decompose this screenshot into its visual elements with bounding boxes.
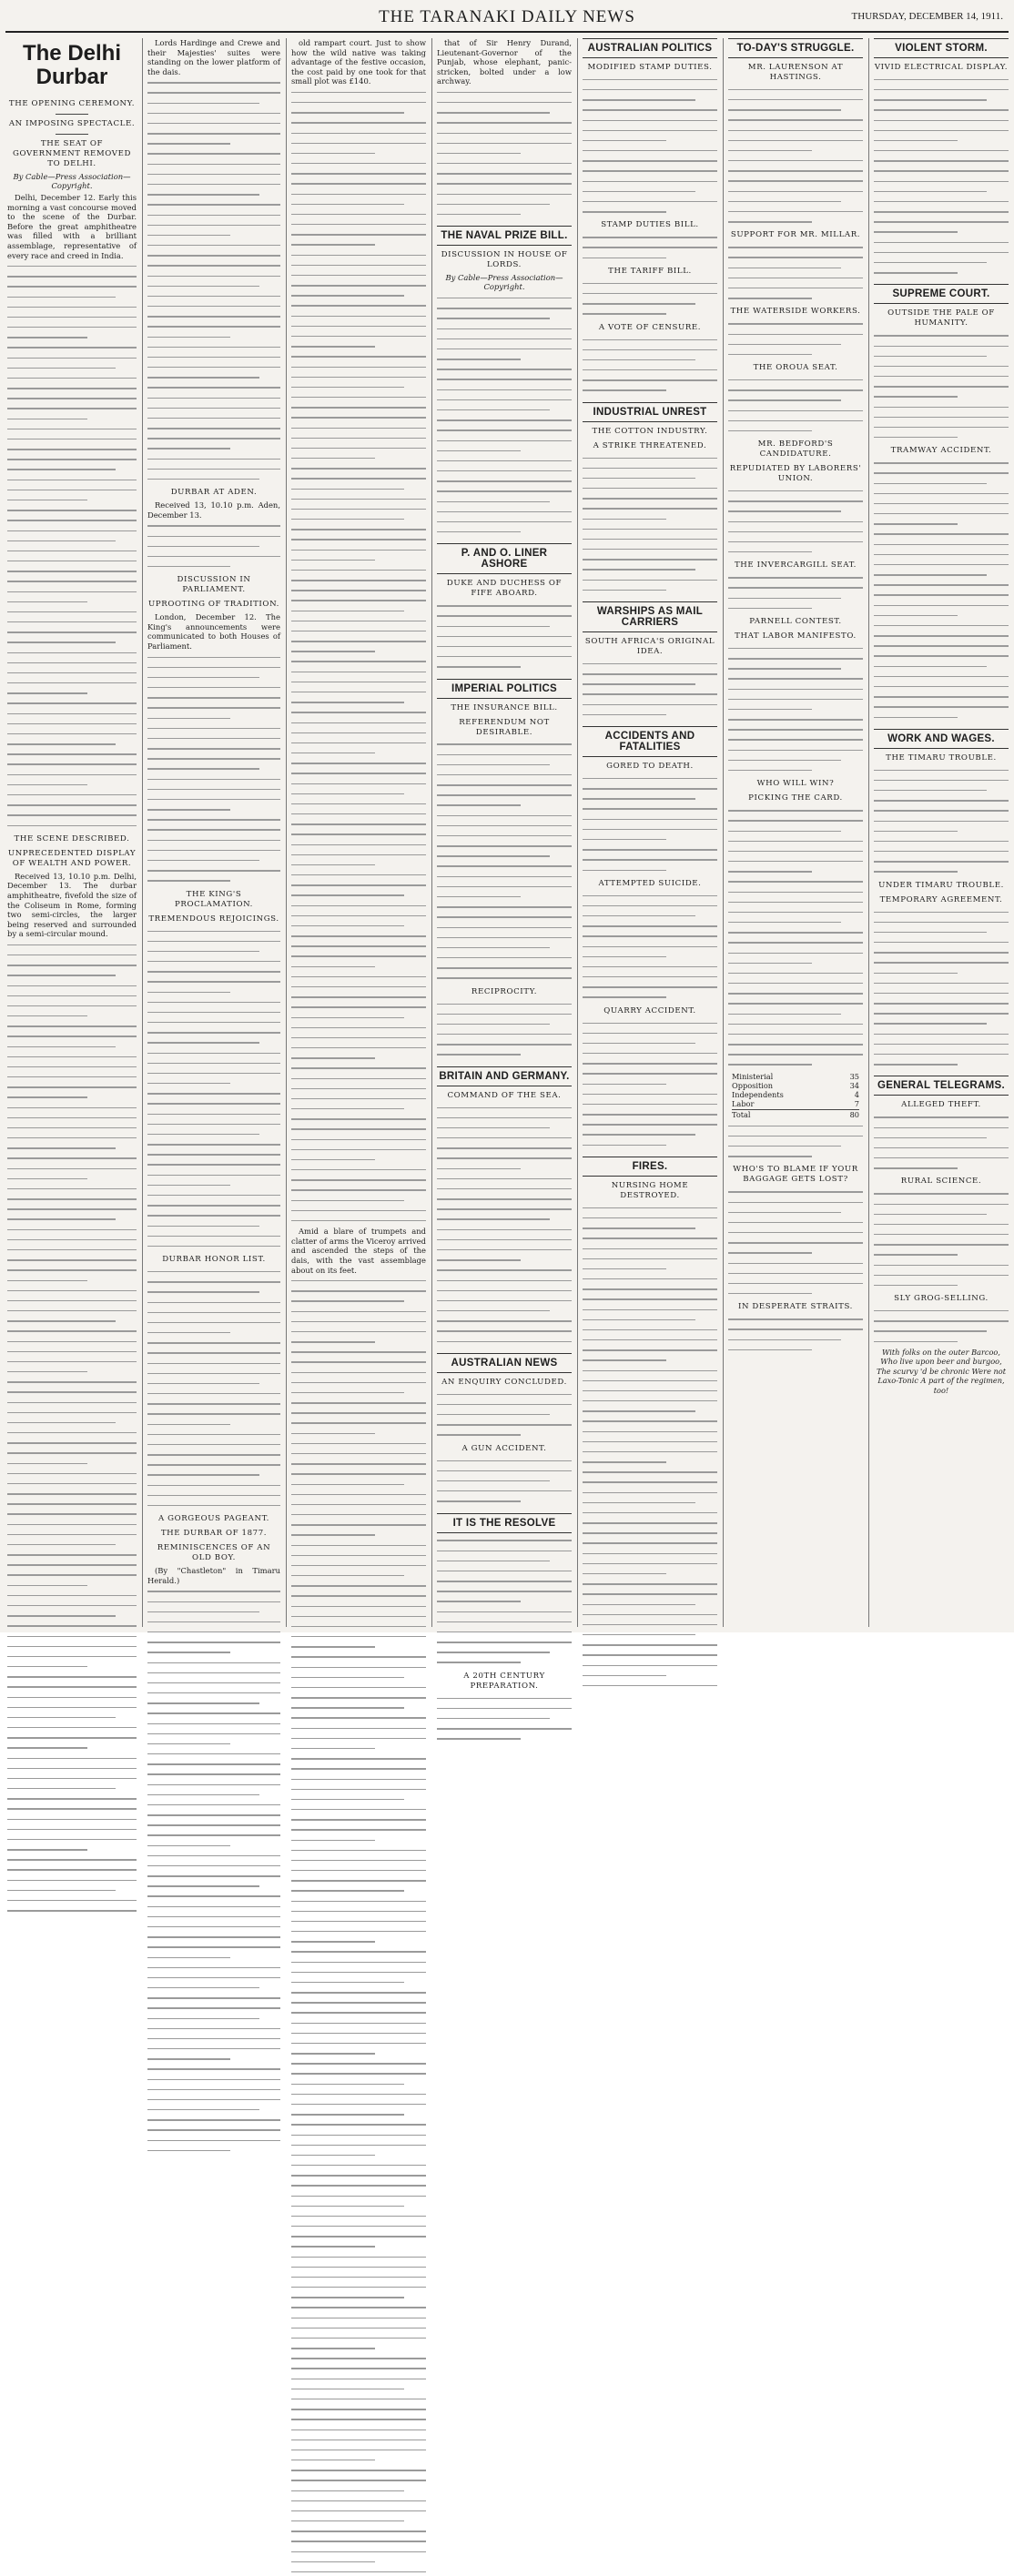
text-lines	[583, 1204, 717, 1690]
text-lines	[437, 294, 572, 536]
text-lines	[728, 573, 863, 612]
subheading: WHO WILL WIN?	[756, 779, 835, 789]
subheading: A 20TH CENTURY PREPARATION.	[463, 1671, 545, 1691]
column-rule	[868, 38, 869, 1627]
subheading: THE KING'S PROCLAMATION.	[175, 889, 253, 909]
subheading: TREMENDOUS REJOICINGS.	[148, 914, 279, 924]
section-headline: SUPREME COURT.	[874, 284, 1009, 304]
subheading: MR. BEDFORD'S CANDIDATURE.	[757, 439, 834, 460]
subheading: QUARRY ACCIDENT.	[603, 1005, 696, 1015]
text-lines	[437, 1000, 572, 1059]
text-lines	[728, 376, 863, 435]
main-headline: The Delhi Durbar	[22, 41, 121, 89]
text-lines	[437, 1694, 572, 1743]
text-lines	[583, 279, 717, 318]
text-lines	[728, 319, 863, 359]
section-headline: INDUSTRIAL UNREST	[583, 402, 717, 422]
text-lines	[437, 601, 572, 671]
text-lines	[728, 243, 863, 302]
subheading: NURSING HOME DESTROYED.	[611, 1180, 689, 1200]
text-lines	[147, 927, 280, 1251]
text-lines	[291, 88, 426, 1225]
article-text: old rampart court. Just to show how the wild native was taking advantage of the festive occasion, the cost paid by one took for that small plot was £140.	[291, 38, 426, 86]
subheading: REFERENDUM NOT DESIRABLE.	[459, 717, 550, 737]
section-headline: IMPERIAL POLITICS	[437, 679, 572, 699]
table-row: Opposition 34	[732, 1080, 859, 1090]
subheading: THE INSURANCE BILL.	[451, 702, 558, 712]
divider	[56, 134, 88, 135]
column-5	[583, 38, 717, 1627]
text-lines	[7, 262, 137, 830]
text-lines	[728, 487, 863, 556]
section-headline: AUSTRALIAN POLITICS	[583, 38, 717, 58]
subheading: DISCUSSION IN PARLIAMENT.	[177, 575, 251, 595]
article-text: Received 13, 10.10 p.m. Aden, December 13.	[147, 500, 280, 520]
subheading: MODIFIED STAMP DUTIES.	[587, 63, 713, 72]
text-lines	[437, 1104, 572, 1346]
text-lines	[147, 1587, 280, 2155]
text-lines	[728, 1187, 863, 1298]
text-lines	[874, 766, 1009, 876]
newspaper-title: THE TARANAKI DAILY NEWS	[379, 7, 635, 26]
subheading: VIVID ELECTRICAL DISPLAY.	[874, 63, 1009, 72]
masthead	[5, 4, 1009, 33]
text-lines	[147, 78, 280, 483]
subheading: PARNELL CONTEST.	[749, 617, 842, 627]
text-lines	[437, 741, 572, 983]
section-headline: P. AND O. LINER ASHORE	[437, 543, 572, 574]
subheading: AN ENQUIRY CONCLUDED.	[441, 1377, 567, 1387]
text-lines	[874, 908, 1009, 1069]
text-lines	[583, 660, 717, 719]
subheading: COMMAND OF THE SEA.	[447, 1090, 562, 1100]
subheading: DURBAR AT ADEN.	[170, 488, 258, 498]
text-lines	[874, 331, 1009, 441]
section-headline: WARSHIPS AS MAIL CARRIERS	[583, 601, 717, 632]
text-lines	[583, 892, 717, 1002]
text-lines	[147, 653, 280, 885]
table-row: Independents 4	[732, 1090, 859, 1100]
text-lines	[728, 1315, 863, 1354]
subheading: A STRIKE THREATENED.	[593, 440, 707, 450]
text-lines	[583, 336, 717, 395]
column-3	[291, 38, 426, 1627]
column-rule	[723, 38, 724, 1627]
subheading: THE TIMARU TROUBLE.	[886, 753, 997, 763]
column-rule	[286, 38, 287, 1627]
advert-headline: IT IS THE RESOLVE	[437, 1513, 572, 1533]
party-totals-table	[732, 1072, 859, 1119]
subheading: OUTSIDE THE PALE OF HUMANITY.	[887, 308, 995, 328]
byline: By Cable—Press Association—Copyright.	[445, 273, 563, 292]
section-headline: WORK AND WAGES.	[874, 729, 1009, 749]
column-2	[147, 38, 280, 1627]
subheading: THAT LABOR MANIFESTO.	[735, 631, 857, 641]
text-lines	[7, 941, 137, 1915]
section-headline: THE NAVAL PRIZE BILL.	[437, 226, 572, 246]
section-headline: AUSTRALIAN NEWS	[437, 1353, 572, 1373]
text-lines	[874, 1307, 1009, 1346]
section-headline: GENERAL TELEGRAMS.	[874, 1076, 1009, 1096]
subheading: THE WATERSIDE WORKERS.	[730, 307, 861, 317]
article-text: (By "Chastleton" in Timaru Herald.)	[147, 1566, 280, 1585]
column-1	[7, 38, 137, 1627]
subheading: PICKING THE CARD.	[748, 793, 843, 803]
advert-verse: With folks on the outer Barcoo, Who live upon beer and burgoo, The scurvy 'd be chronic Were not Laxo-Tonic A part of the regimen, too!	[876, 1347, 1007, 1395]
subheading: ATTEMPTED SUICIDE.	[598, 878, 702, 888]
subheading: IN DESPERATE STRAITS.	[737, 1302, 854, 1312]
subheading: A VOTE OF CENSURE.	[598, 322, 702, 332]
section-headline: BRITAIN AND GERMANY.	[437, 1066, 572, 1086]
section-headline: ACCIDENTS AND FATALITIES	[583, 726, 717, 757]
subheading: A GUN ACCIDENT.	[461, 1443, 547, 1453]
subheading: UNPRECEDENTED DISPLAY OF WEALTH AND POWER.	[7, 848, 137, 868]
article-text: London, December 12. The King's announcements were communicated to both Houses of Parliament.	[147, 612, 280, 652]
text-lines	[728, 1122, 863, 1161]
subheading: REMINISCENCES OF AN OLD BOY.	[157, 1543, 271, 1563]
subheading: TEMPORARY AGREEMENT.	[879, 894, 1003, 904]
column-rule	[431, 38, 432, 1627]
text-lines	[874, 1113, 1009, 1172]
text-lines	[583, 774, 717, 874]
column-7	[874, 38, 1009, 1627]
text-lines	[583, 233, 717, 262]
subheading: RURAL SCIENCE.	[900, 1177, 982, 1187]
subheading: TRAMWAY ACCIDENT.	[890, 446, 992, 456]
subheading: SLY GROG-SELLING.	[894, 1294, 989, 1304]
table-row: Ministerial 35	[732, 1071, 859, 1081]
subheading: WHO'S TO BLAME IF YOUR BAGGAGE GETS LOST?	[733, 1165, 858, 1185]
text-lines	[874, 459, 1009, 721]
subheading: DISCUSSION IN HOUSE OF LORDS.	[441, 250, 568, 270]
text-lines	[437, 1457, 572, 1506]
text-lines	[874, 1189, 1009, 1289]
column-6	[728, 38, 863, 1627]
text-lines	[583, 1019, 717, 1149]
subheading: REPUDIATED BY LABORERS' UNION.	[729, 464, 862, 484]
article-text: Delhi, December 12. Early this morning a vast concourse moved to the scene of the Durbar. Before the great amphitheatre was filled with a brilliant assemblage, representative of every race and creed in India.	[7, 193, 137, 260]
article-text: Lords Hardinge and Crewe and their Majesties' suites were standing on the lower platform of the dais.	[147, 38, 280, 76]
text-lines	[147, 521, 280, 571]
subheading: UPROOTING OF TRADITION.	[148, 600, 279, 610]
section-headline: TO-DAY'S STRUGGLE.	[728, 38, 863, 58]
article-text: Received 13, 10.10 p.m. Delhi, December 13. The durbar amphitheatre, fivefold the size of the Coliseum in Rome, forming two semi-circles, the larger being reserved and surrounded by a semi-circular mound.	[7, 871, 137, 939]
subheading: ALLEGED THEFT.	[901, 1100, 981, 1110]
byline: By Cable—Press Association—Copyright.	[13, 172, 131, 190]
subheading: A GORGEOUS PAGEANT.	[157, 1514, 270, 1524]
subheading: DUKE AND DUCHESS OF FIFE ABOARD.	[446, 579, 563, 599]
table-row: Labor 7	[732, 1099, 859, 1109]
subheading: SOUTH AFRICA'S ORIGINAL IDEA.	[584, 637, 715, 657]
text-lines	[728, 86, 863, 226]
text-lines	[583, 454, 717, 594]
text-lines	[583, 76, 717, 216]
text-lines	[437, 1537, 572, 1667]
text-lines	[728, 644, 863, 774]
subheading: THE INVERCARGILL SEAT.	[734, 561, 857, 571]
text-lines	[874, 76, 1009, 277]
subheading: THE COTTON INDUSTRY.	[592, 426, 708, 436]
subheading: UNDER TIMARU TROUBLE.	[878, 880, 1004, 890]
subheading: THE TARIFF BILL.	[608, 266, 692, 276]
text-lines	[728, 806, 863, 1068]
section-headline: FIRES.	[583, 1157, 717, 1177]
subheading: THE DURBAR OF 1877.	[160, 1529, 268, 1539]
subheading: AN IMPOSING SPECTACLE.	[8, 119, 136, 128]
article-text: Amid a blare of trumpets and clatter of arms the Viceroy arrived and ascended the steps of the dais, with the vast assemblage about on its feet.	[291, 1227, 426, 1275]
article-text: that of Sir Henry Durand, Lieutenant-Governor of the Punjab, whose elephant, panic-stricken, bolted under a low archway.	[437, 38, 572, 86]
column-rule	[142, 38, 143, 1627]
text-lines	[437, 88, 572, 218]
subheading: THE SEAT OF GOVERNMENT REMOVED TO DELHI.	[13, 139, 131, 168]
subheading: THE OROUA SEAT.	[753, 363, 838, 373]
subheading: STAMP DUTIES BILL.	[601, 220, 699, 230]
divider	[56, 114, 88, 115]
subheading: THE OPENING CEREMONY.	[8, 99, 136, 108]
section-headline: VIOLENT STORM.	[874, 38, 1009, 58]
subheading: RECIPROCITY.	[471, 986, 538, 996]
subheading: SUPPORT FOR MR. MILLAR.	[730, 230, 861, 240]
issue-date: THURSDAY, DECEMBER 14, 1911.	[851, 11, 1003, 22]
subheading: GORED TO DEATH.	[606, 762, 694, 772]
subheading: THE SCENE DESCRIBED.	[14, 833, 130, 844]
table-row: Total 80	[732, 1109, 859, 1119]
column-4	[437, 38, 572, 1691]
subheading: MR. LAURENSON AT HASTINGS.	[747, 63, 844, 82]
column-rule	[577, 38, 578, 1627]
text-lines	[291, 1277, 426, 2576]
text-lines	[147, 1268, 280, 1510]
subheading: DURBAR HONOR LIST.	[162, 1255, 266, 1265]
text-lines	[437, 1390, 572, 1440]
